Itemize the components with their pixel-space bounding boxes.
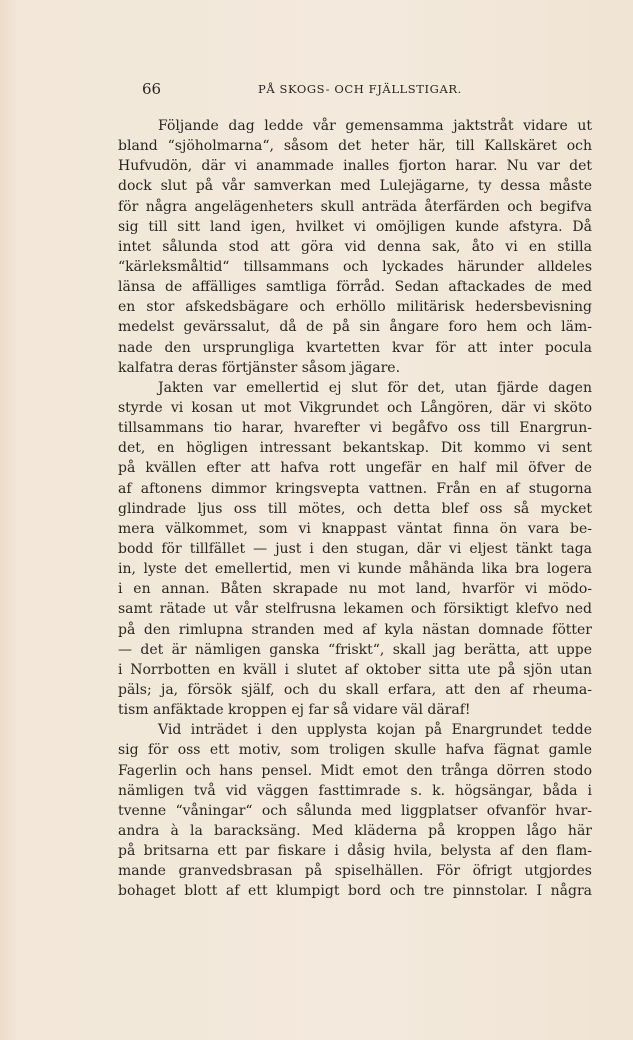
text-line: Hufvudön, där vi anammade inalles fjorton harar. Nu var det [118,158,592,175]
text-line: sig för oss ett motiv, som troligen skulle hafva fägnat gamle [118,742,592,759]
text-line: på kvällen efter att hafva rott ungefär en half mil öfver de [118,460,592,477]
text-line: samt rätade ut vår stelfrusna lekamen och försiktigt klefvo ned [118,601,592,618]
text-line: kalfatra deras förtjänster såsom jägare. [118,359,401,376]
text-line: sig till sitt land igen, hvilket vi omöjligen kunde afstyra. Då [118,218,592,235]
text-line: för några angelägenheters skull anträda återfärden och begifva [118,198,592,215]
text-line: glindrade ljus oss till mötes, och detta blef oss så mycket [118,500,592,517]
text-line: tism anfäktade kroppen ej far så vidare väl däraf! [118,702,471,719]
text-line: medelst gevärssalut, då de på sin ångare foro hem och läm- [118,319,592,336]
text-line: Följande dag ledde vår gemensamma jaktstråt vidare ut [158,118,592,134]
text-line: — det är nämligen ganska “friskt“, skall jag berätta, att uppe [118,641,592,658]
running-title: PÅ SKOGS- OCH FJÄLLSTIGAR. [258,82,462,96]
text-line: bland “sjöholmarna“, såsom det heter här, till Kallskäret och [118,138,592,155]
text-line: länsa de affälliges samtliga förråd. Sedan aftackades de med [118,279,592,296]
text-line: bohaget blott af ett klumpigt bord och tre pinnstolar. I några [118,883,592,900]
text-line: intet sålunda stod att göra vid denna sak, åto vi en stilla [118,238,592,255]
text-line: styrde vi kosan ut mot Vikgrundet och Långören, där vi sköto [118,399,592,416]
text-line: “kärleksmåltid“ tillsammans och lyckades härunder alldeles [118,258,592,275]
text-line: Jakten var emellertid ej slut för det, utan fjärde dagen [158,379,592,396]
text-line: af aftonens dimmor kringsvepta vattnen. Från en af stugorna [118,480,592,497]
text-line: på den rimlupna stranden med af kyla nästan domnade fötter [118,621,592,638]
text-line: dock slut på vår samverkan med Lulejägarne, ty dessa måste [118,178,592,195]
text-line: det, en högligen intressant bekantskap. Dit kommo vi sent [118,440,592,457]
text-line: tvenne “våningar“ och sålunda med liggplatser ofvanför hvar- [118,802,592,819]
text-line: mera välkommet, som vi knappast väntat finna ön vara be- [118,520,592,537]
text-line: nade den ursprungliga kvartetten kvar för att inter pocula [118,339,592,356]
text-line: i Norrbotten en kväll i slutet af oktober sitta ute på sjön utan [118,661,592,678]
text-line: bodd för tillfället — just i den stugan, där vi eljest tänkt taga [118,540,592,557]
text-line: nämligen två vid väggen fasttimrade s. k. högsängar, båda i [118,782,592,799]
text-line: andra à la baracksäng. Med kläderna på kroppen lågo här [118,822,592,839]
text-line: på britsarna ett par fiskare i dåsig hvila, belysta af den flam- [118,843,592,860]
text-line: päls; ja, försök själf, och du skall erfara, att den af rheuma- [118,681,592,698]
page-header [130,80,594,102]
text-line: Vid inträdet i den upplysta kojan på Enargrundet tedde [158,722,592,739]
page-number: 66 [142,80,162,98]
text-line: in, lyste det emellertid, men vi kunde måhända lika bra logera [118,561,592,578]
text-line: tillsammans tio harar, hvarefter vi begåfvo oss till Enargrun- [118,420,592,437]
text-line: i en annan. Båten skrapade nu mot land, hvarför vi mödo- [118,581,592,598]
text-line: mande granvedsbrasan på spiselhällen. För öfrigt utgjordes [118,863,592,880]
text-line: Fagerlin och hans pensel. Midt emot den trånga dörren stodo [118,762,592,779]
text-line: en stor afskedsbägare och erhöllo militärisk hedersbevisning [118,299,592,316]
body-text [118,116,592,901]
